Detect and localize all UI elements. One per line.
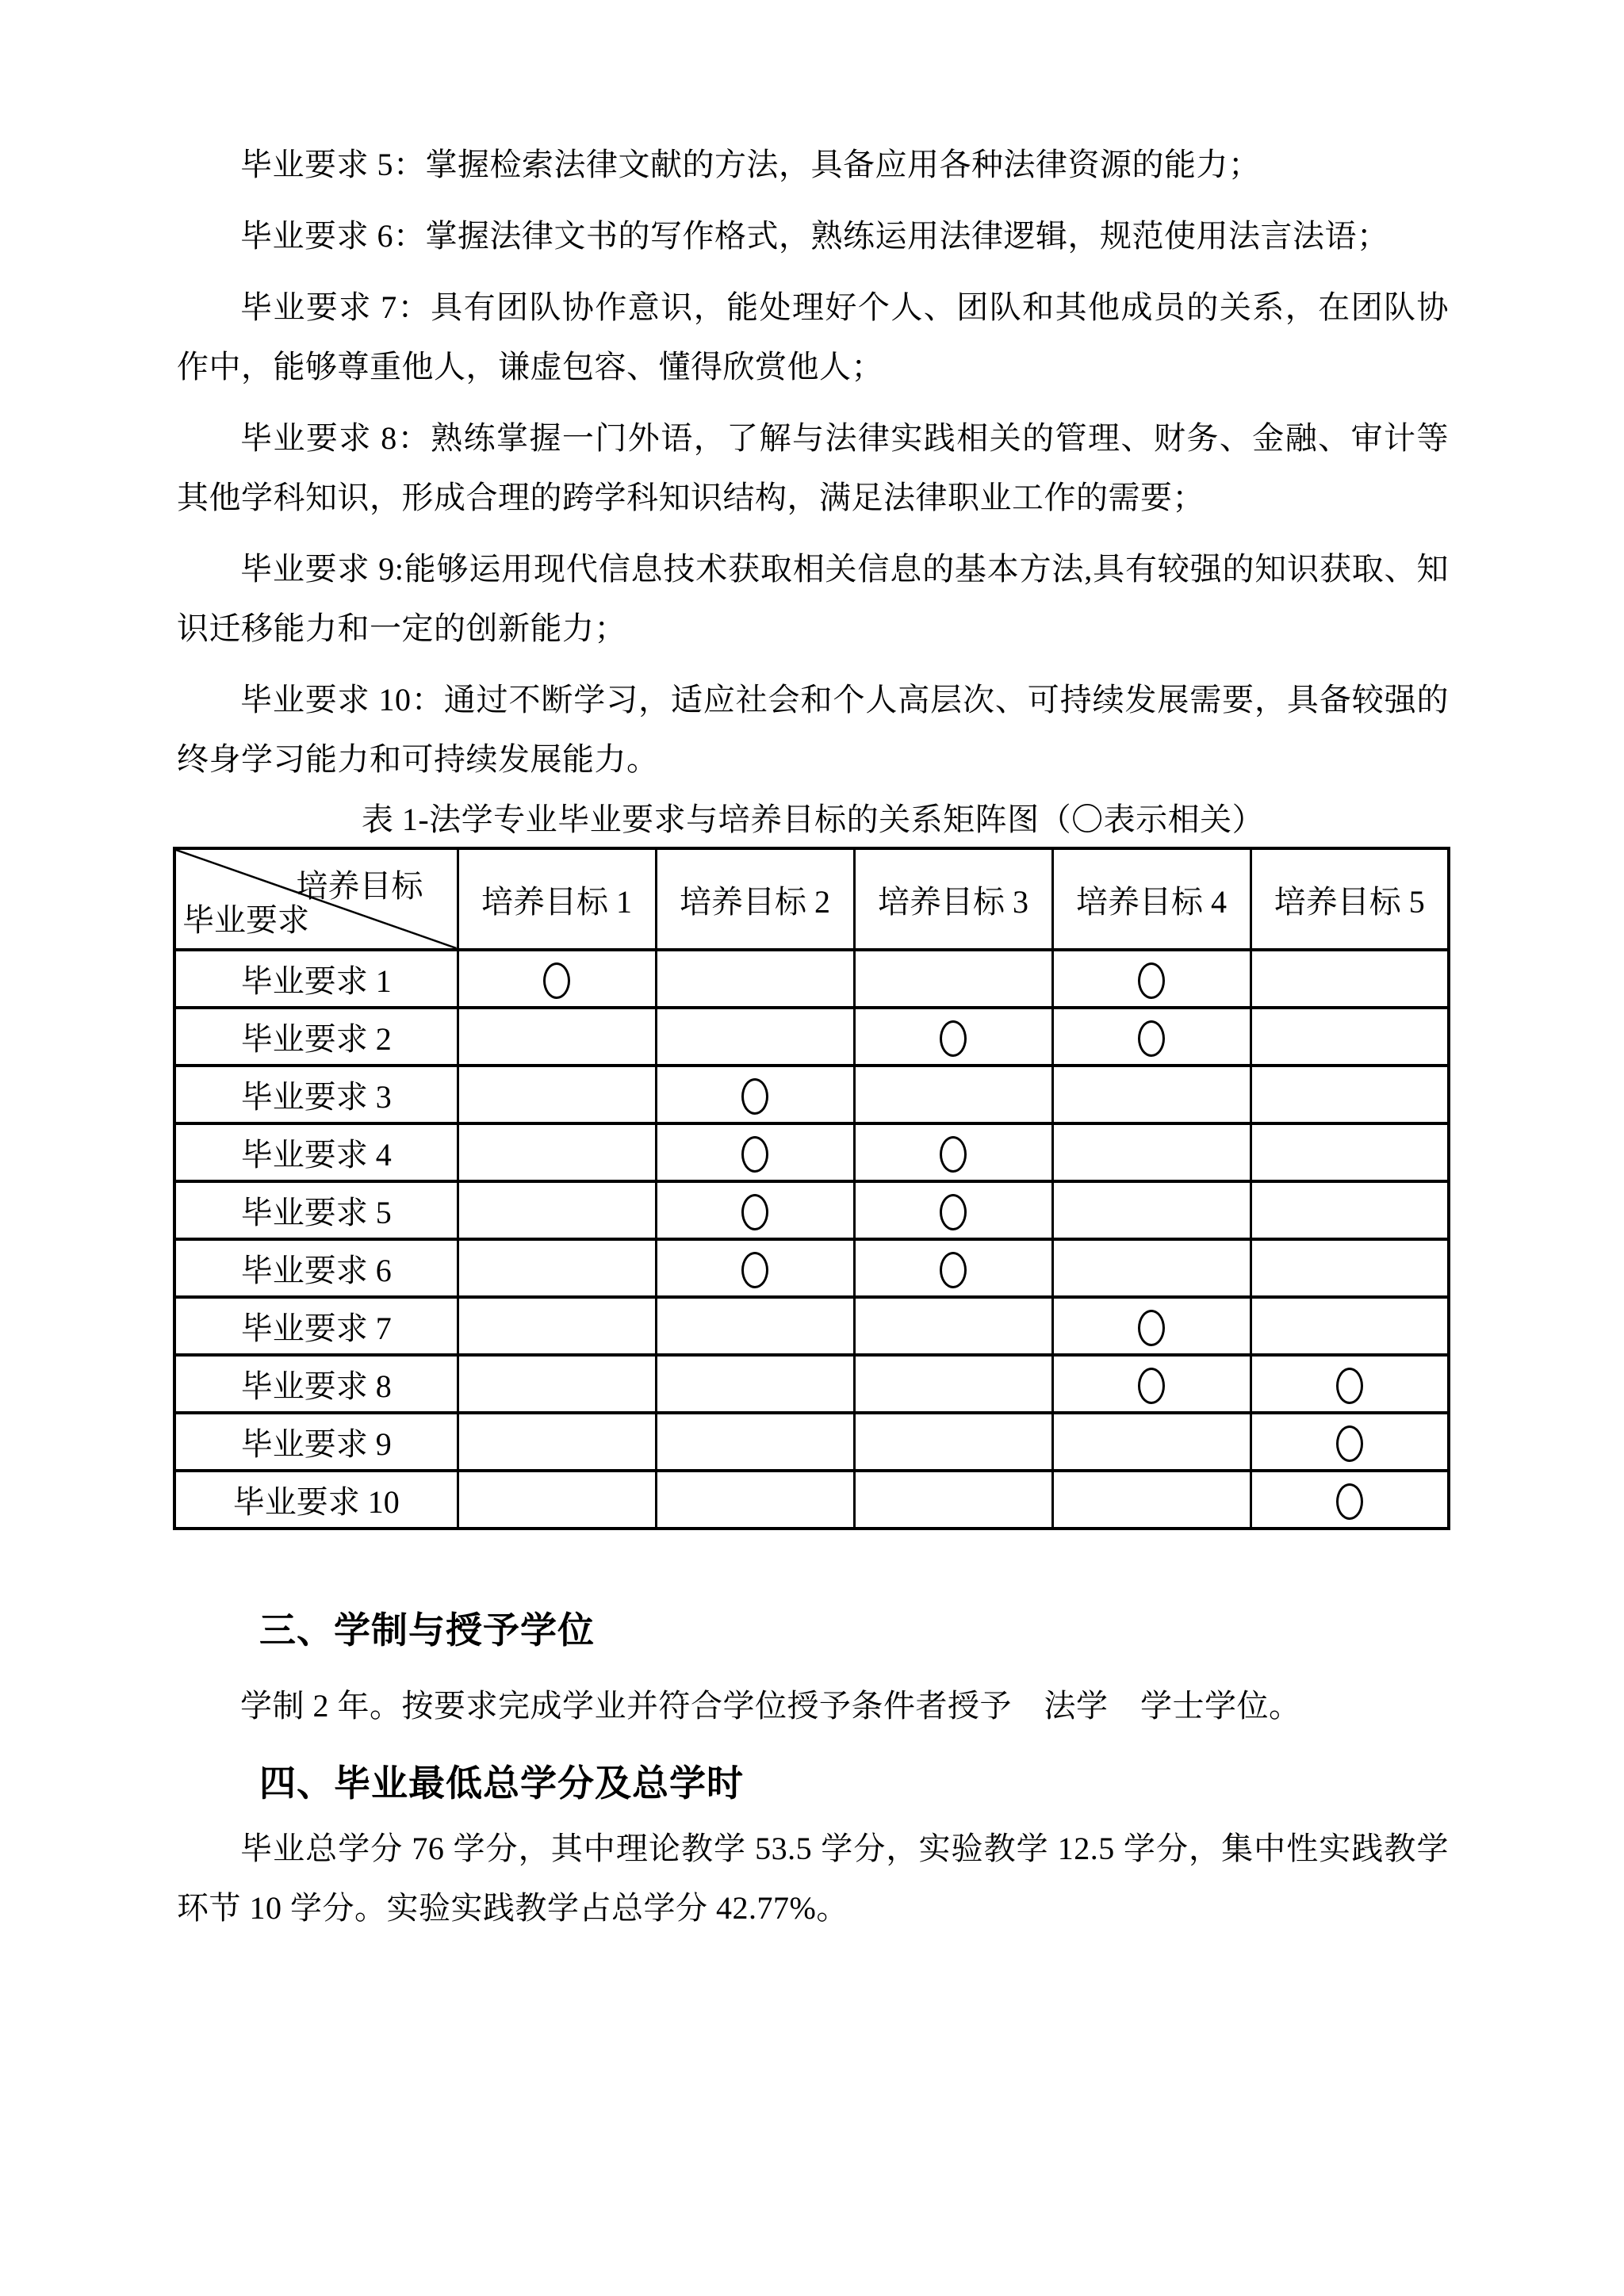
relation-mark (741, 1136, 768, 1173)
row-header: 毕业要求 3 (174, 1066, 458, 1123)
col-header-objective-5: 培养目标 5 (1251, 848, 1449, 950)
matrix-cell (1251, 1123, 1449, 1181)
matrix-cell (656, 1008, 854, 1066)
matrix-cell (458, 1123, 656, 1181)
row-header: 毕业要求 6 (174, 1239, 458, 1297)
relation-matrix-table (173, 847, 1450, 1530)
col-header-objective-4: 培养目标 4 (1052, 848, 1251, 950)
matrix-row-8 (174, 1355, 1449, 1413)
matrix-cell (458, 1239, 656, 1297)
relation-mark (1138, 1368, 1165, 1404)
section-heading-4: 四、毕业最低总学分及总学时 (259, 1762, 744, 1804)
relation-mark (1138, 1020, 1165, 1057)
matrix-cell (458, 1008, 656, 1066)
matrix-cell (458, 1181, 656, 1239)
section-3-paragraph: 学制 2 年。按要求完成学业并符合学位授予条件者授予 法学 学士学位。 (240, 1688, 1301, 1724)
matrix-cell (1251, 1008, 1449, 1066)
matrix-cell (656, 1066, 854, 1123)
relation-mark (741, 1252, 768, 1288)
matrix-header-row (174, 848, 1449, 950)
matrix-row-9 (174, 1413, 1449, 1471)
matrix-cell (854, 1297, 1052, 1355)
matrix-cell (656, 1123, 854, 1181)
matrix-cell (458, 1066, 656, 1123)
matrix-cell (1251, 1239, 1449, 1297)
row-header: 毕业要求 2 (174, 1008, 458, 1066)
relation-mark (1138, 962, 1165, 999)
col-header-objective-3: 培养目标 3 (854, 848, 1052, 950)
matrix-cell (1052, 1355, 1251, 1413)
row-header: 毕业要求 7 (174, 1297, 458, 1355)
relation-mark (1336, 1368, 1363, 1404)
row-header: 毕业要求 4 (174, 1123, 458, 1181)
relation-mark (940, 1020, 967, 1057)
matrix-cell (656, 1297, 854, 1355)
matrix-cell (1052, 1471, 1251, 1529)
matrix-cell (458, 1471, 656, 1529)
matrix-cell (1052, 950, 1251, 1008)
matrix-cell (458, 1355, 656, 1413)
relation-mark (741, 1078, 768, 1115)
row-header: 毕业要求 9 (174, 1413, 458, 1471)
row-header: 毕业要求 1 (174, 950, 458, 1008)
matrix-cell (1052, 1413, 1251, 1471)
matrix-row-10 (174, 1471, 1449, 1529)
matrix-cell (854, 950, 1052, 1008)
corner-label-requirements: 毕业要求 (182, 902, 309, 938)
matrix-cell (458, 1413, 656, 1471)
matrix-row-2 (174, 1008, 1449, 1066)
matrix-cell (854, 1413, 1052, 1471)
matrix-cell (1052, 1008, 1251, 1066)
col-header-objective-2: 培养目标 2 (656, 848, 854, 950)
matrix-cell (1052, 1239, 1251, 1297)
matrix-cell (1251, 1181, 1449, 1239)
paragraph-requirement-8: 毕业要求 8：熟练掌握一门外语，了解与法律实践相关的管理、财务、金融、审计等其他学科知识，形成合理的跨学科知识结构，满足法律职业工作的需要； (177, 420, 1449, 515)
relation-mark (1336, 1425, 1363, 1462)
table-caption: 表 1-法学专业毕业要求与培养目标的关系矩阵图（〇表示相关） (361, 802, 1265, 837)
relation-mark (741, 1194, 768, 1230)
matrix-cell (1052, 1123, 1251, 1181)
section-heading-3: 三、学制与授予学位 (259, 1609, 595, 1651)
row-header: 毕业要求 5 (174, 1181, 458, 1239)
paragraph-requirement-10: 毕业要求 10：通过不断学习，适应社会和个人高层次、可持续发展需要，具备较强的终身学习能力和可持续发展能力。 (177, 682, 1449, 777)
matrix-cell (1251, 1355, 1449, 1413)
paragraph-requirement-5: 毕业要求 5：掌握检索法律文献的方法，具备应用各种法律资源的能力； (240, 147, 1261, 182)
matrix-row-3 (174, 1066, 1449, 1123)
matrix-cell (854, 1181, 1052, 1239)
matrix-cell (1251, 1066, 1449, 1123)
matrix-cell (656, 950, 854, 1008)
corner-cell (174, 848, 458, 950)
col-header-objective-1: 培养目标 1 (458, 848, 656, 950)
row-header: 毕业要求 10 (174, 1471, 458, 1529)
matrix-row-1 (174, 950, 1449, 1008)
row-header: 毕业要求 8 (174, 1355, 458, 1413)
matrix-cell (854, 1355, 1052, 1413)
paragraph-requirement-7: 毕业要求 7：具有团队协作意识，能处理好个人、团队和其他成员的关系，在团队协作中，能够尊重他人，谦虚包容、懂得欣赏他人； (177, 289, 1449, 385)
matrix-cell (1251, 1413, 1449, 1471)
matrix-cell (854, 1066, 1052, 1123)
matrix-cell (656, 1471, 854, 1529)
corner-label-objectives: 培养目标 (296, 868, 423, 904)
paragraph-requirement-6: 毕业要求 6：掌握法律文书的写作格式，熟练运用法律逻辑，规范使用法言法语； (240, 218, 1389, 254)
matrix-cell (1052, 1066, 1251, 1123)
relation-mark (940, 1194, 967, 1230)
matrix-cell (656, 1355, 854, 1413)
matrix-cell (854, 1239, 1052, 1297)
paragraph-requirement-9: 毕业要求 9:能够运用现代信息技术获取相关信息的基本方法,具有较强的知识获取、知识迁移能力和一定的创新能力； (177, 551, 1449, 646)
matrix-cell (1052, 1181, 1251, 1239)
matrix-row-5 (174, 1181, 1449, 1239)
matrix-cell (656, 1181, 854, 1239)
matrix-cell (458, 1297, 656, 1355)
matrix-cell (854, 1471, 1052, 1529)
matrix-row-6 (174, 1239, 1449, 1297)
matrix-cell (1052, 1297, 1251, 1355)
relation-mark (543, 962, 570, 999)
matrix-cell (1251, 1471, 1449, 1529)
matrix-row-7 (174, 1297, 1449, 1355)
relation-mark (940, 1252, 967, 1288)
matrix-row-4 (174, 1123, 1449, 1181)
matrix-cell (854, 1008, 1052, 1066)
matrix-cell (656, 1413, 854, 1471)
matrix-cell (458, 950, 656, 1008)
relation-mark (1336, 1483, 1363, 1520)
relation-mark (1138, 1310, 1165, 1346)
matrix-cell (1251, 950, 1449, 1008)
matrix-cell (854, 1123, 1052, 1181)
relation-mark (940, 1136, 967, 1173)
matrix-cell (1251, 1297, 1449, 1355)
matrix-cell (656, 1239, 854, 1297)
section-4-paragraph: 毕业总学分 76 学分，其中理论教学 53.5 学分，实验教学 12.5 学分，集中性实践教学环节 10 学分。实验实践教学占总学分 42.77%。 (177, 1831, 1449, 1926)
